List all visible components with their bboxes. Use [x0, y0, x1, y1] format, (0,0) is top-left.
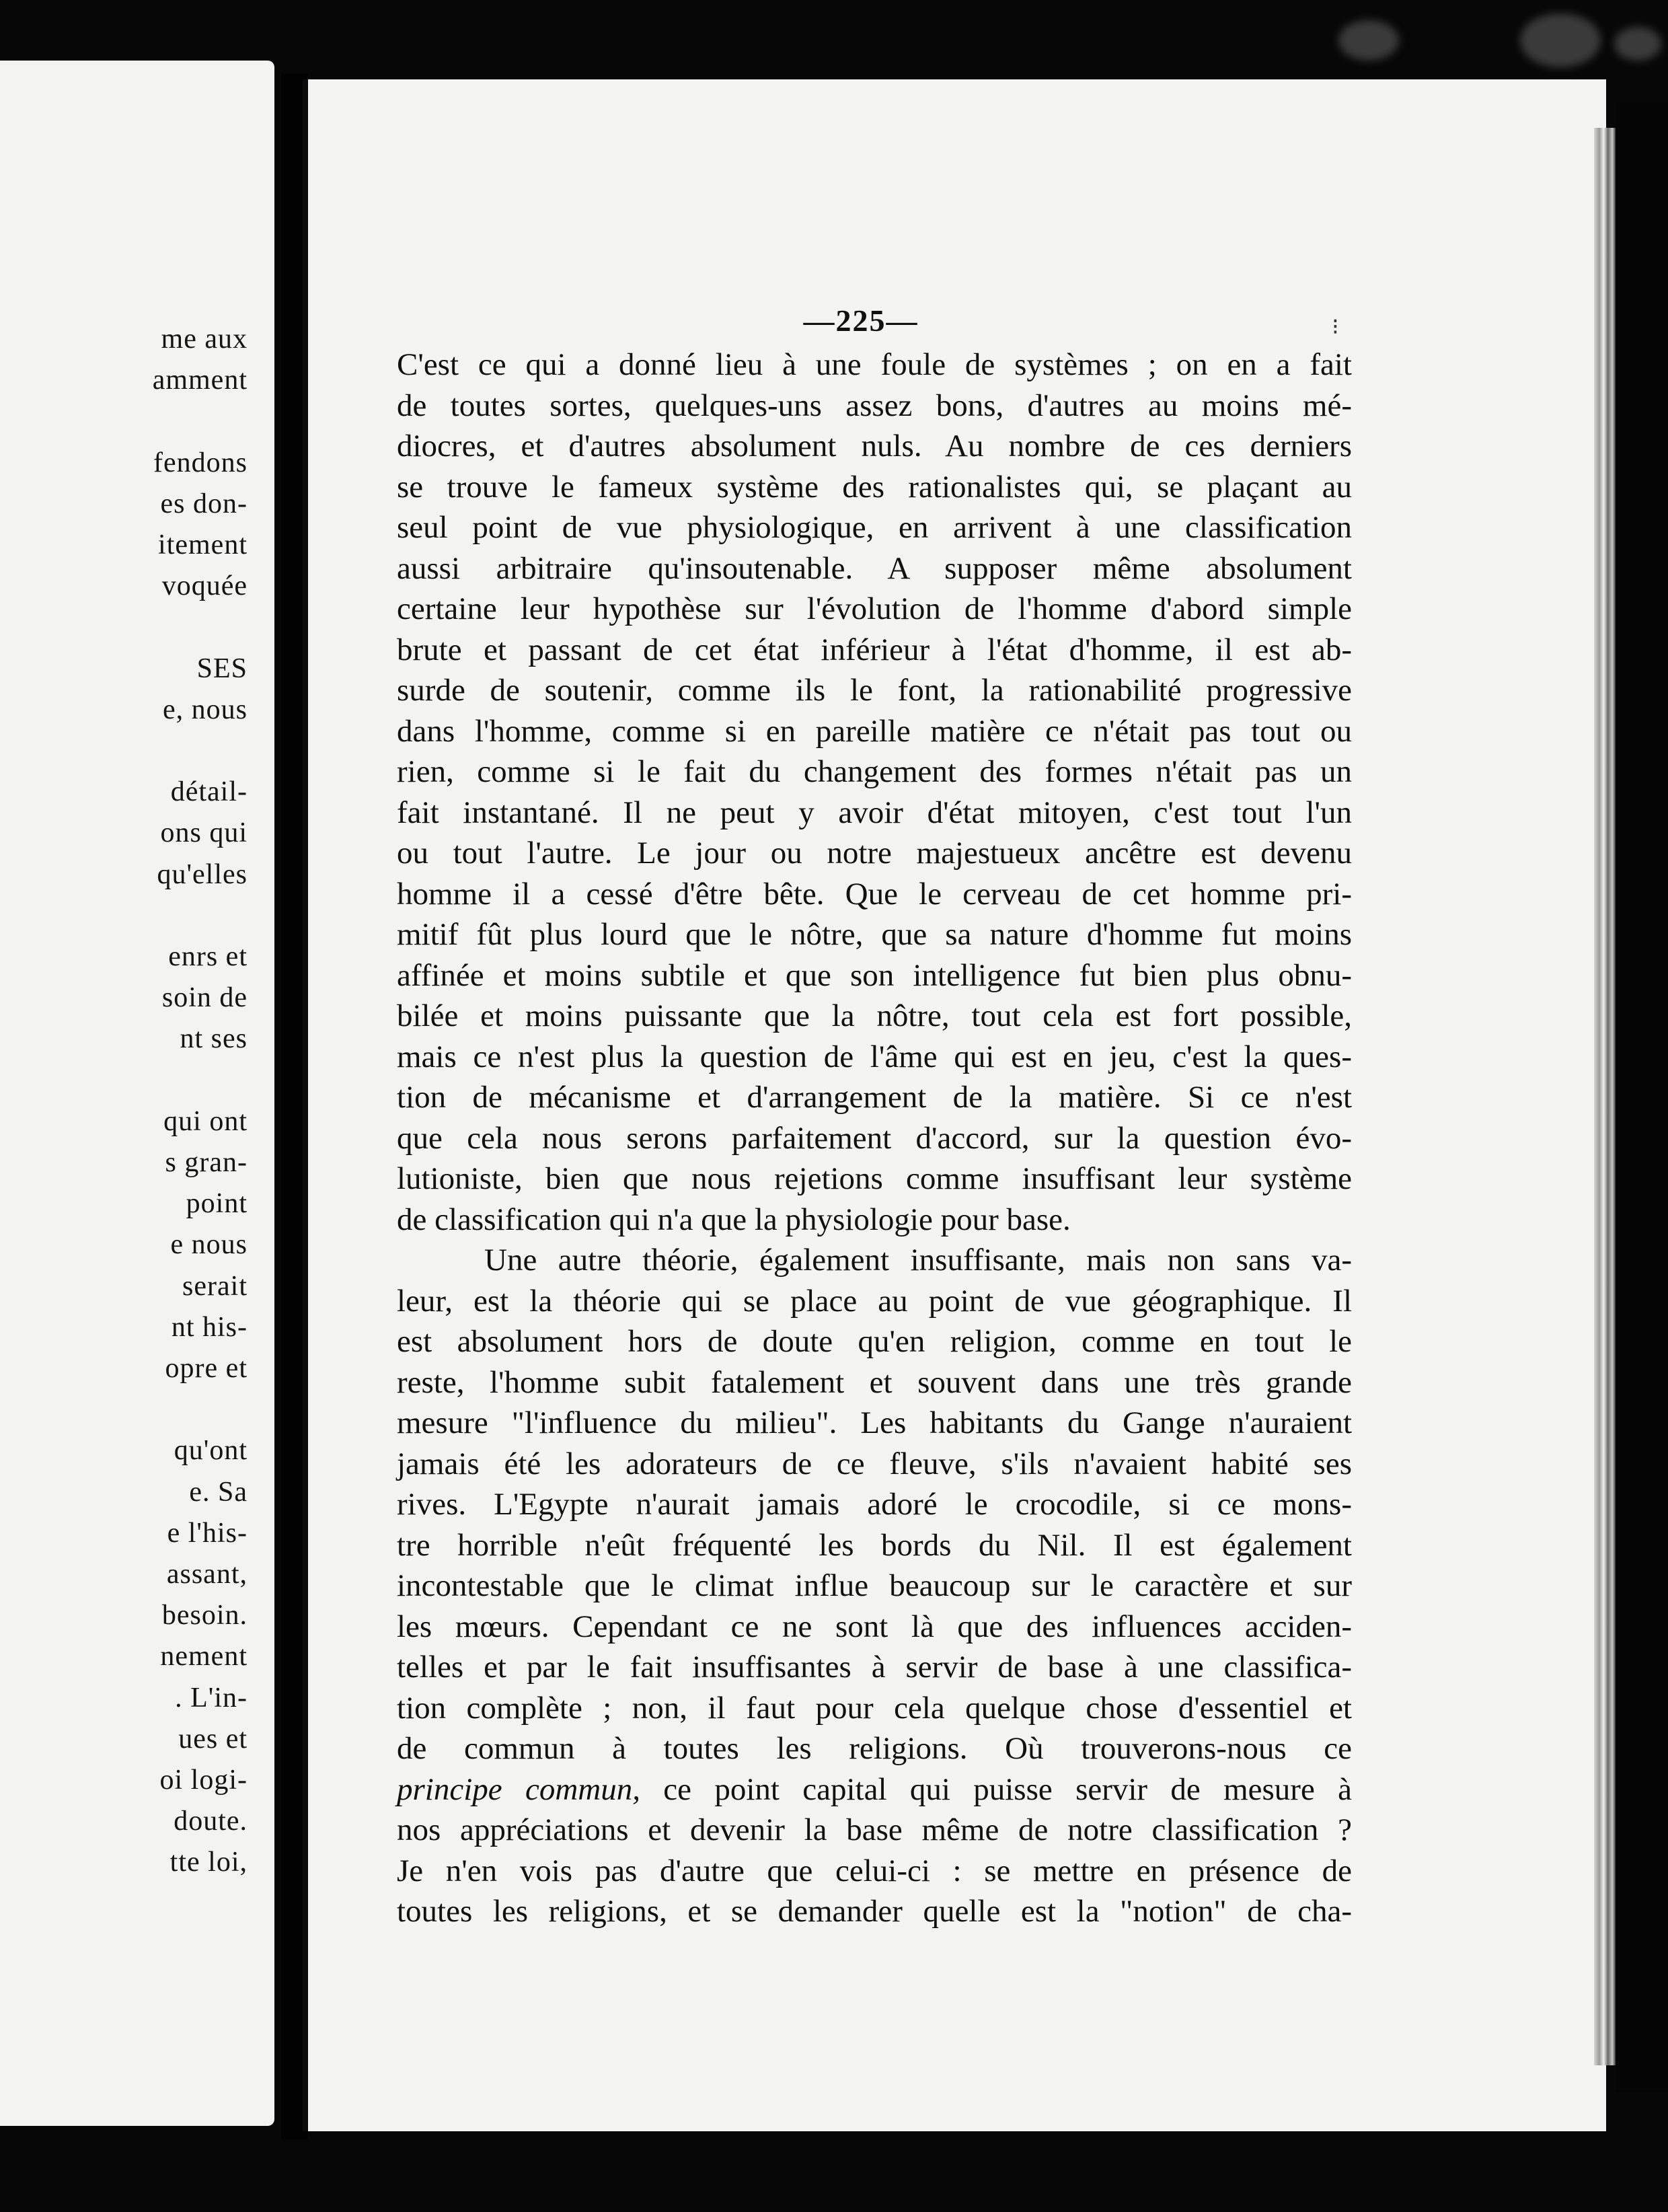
text-line: aussi arbitraire qu'insoutenable. A supposer même absolument [397, 550, 1352, 586]
previous-page [0, 61, 274, 2126]
text-line: les mœurs. Cependant ce ne sont là que des influences acciden- [397, 1609, 1352, 1644]
text-line: bilée et moins puissante que la nôtre, tout cela est fort possible, [397, 998, 1352, 1033]
text-line: de classification qui n'a que la physiologie pour base. [397, 1202, 1071, 1237]
text-line: que cela nous serons parfaitement d'accord, sur la question évo- [397, 1120, 1352, 1156]
text-line: nos appréciations et devenir la base même de notre classification ? [397, 1812, 1352, 1847]
left-page-line: SES [196, 653, 248, 684]
left-page-line: tte loi, [169, 1847, 248, 1878]
text-line: tre horrible n'eût fréquenté les bords du Nil. Il est également [397, 1527, 1352, 1563]
text-line: est absolument hors de doute qu'en religion, comme en tout le [397, 1324, 1352, 1359]
left-page-line: es don- [160, 488, 248, 519]
left-page-line: serait [182, 1270, 248, 1302]
italic-phrase: principe commun, [397, 1771, 640, 1807]
text-line: Je n'en vois pas d'autre que celui-ci : se mettre en présence de [397, 1853, 1352, 1888]
scan-speck [1338, 20, 1399, 61]
text-line-rest: ce point capital qui puisse servir de mesure à [640, 1771, 1353, 1807]
left-page-line: fendons [153, 447, 248, 478]
text-line: toutes les religions, et se demander quelle est la "notion" de cha- [397, 1894, 1352, 1929]
text-line: reste, l'homme subit fatalement et souvent dans une très grande [397, 1364, 1352, 1400]
left-page-line: e l'his- [167, 1517, 248, 1549]
text-line: mesure "l'influence du milieu". Les habitants du Gange n'auraient [397, 1405, 1352, 1440]
left-page-line: e. Sa [189, 1476, 248, 1508]
left-page-line: e nous [170, 1229, 248, 1261]
margin-mark: ⁝ [1332, 314, 1339, 340]
page-number: —225— [803, 303, 919, 338]
left-page-line: s gran- [165, 1147, 248, 1178]
left-page-line: ons qui [160, 817, 248, 849]
left-page-line: ues et [178, 1723, 248, 1755]
left-page-line: oi logi- [159, 1765, 248, 1796]
scan-speck [1614, 27, 1661, 61]
left-page-line: voquée [161, 570, 248, 602]
body-text [397, 344, 1352, 1932]
text-line: affinée et moins subtile et que son intelligence fut bien plus obnu- [397, 957, 1352, 993]
left-page-line: . L'in- [175, 1682, 248, 1713]
text-line: tion de mécanisme et d'arrangement de la matière. Si ce n'est [397, 1080, 1352, 1115]
left-page-line: soin de [161, 982, 248, 1014]
scan-speck [1520, 13, 1601, 67]
left-page-line: détail- [170, 776, 248, 808]
text-line: tion complète ; non, il faut pour cela quelque chose d'essentiel et [397, 1690, 1352, 1726]
left-page-line: qu'elles [157, 858, 248, 890]
text-line: rives. L'Egypte n'aurait jamais adoré le crocodile, si ce mons- [397, 1487, 1352, 1522]
text-line: fait instantané. Il ne peut y avoir d'état mitoyen, c'est tout l'un [397, 795, 1352, 830]
text-line: incontestable que le climat influe beaucoup sur le caractère et sur [397, 1568, 1352, 1603]
text-line: Une autre théorie, également insuffisante, mais non sans va- [484, 1243, 1352, 1278]
text-line: ou tout l'autre. Le jour ou notre majestueux ancêtre est devenu [397, 836, 1352, 871]
text-line: leur, est la théorie qui se place au point de vue géographique. Il [397, 1283, 1352, 1319]
page-edge-shadow [1616, 101, 1668, 2092]
text-line: de toutes sortes, quelques-uns assez bons, d'autres au moins mé- [397, 388, 1352, 423]
left-page-line: nement [160, 1641, 248, 1672]
page-edge [1594, 128, 1616, 2065]
text-line: surde de soutenir, comme ils le font, la rationabilité progressive [397, 673, 1352, 708]
left-page-line: assant, [166, 1559, 248, 1590]
text-line: rien, comme si le fait du changement des formes n'était pas un [397, 754, 1352, 789]
text-line: seul point de vue physiologique, en arrivent à une classification [397, 510, 1352, 545]
left-page-line: e, nous [163, 694, 248, 725]
text-line: mais ce n'est plus la question de l'âme qui est en jeu, c'est la ques- [397, 1039, 1352, 1074]
text-line: dans l'homme, comme si en pareille matière ce n'était pas tout ou [397, 713, 1352, 749]
left-page-line: doute. [174, 1806, 248, 1837]
left-page-line: amment [152, 365, 248, 396]
text-line: telles et par le fait insuffisantes à servir de base à une classifica- [397, 1650, 1352, 1685]
left-page-line: nt his- [171, 1311, 248, 1343]
text-line: C'est ce qui a donné lieu à une foule de systèmes ; on en a fait [397, 347, 1352, 382]
text-line: de commun à toutes les religions. Où trouverons-nous ce [397, 1731, 1352, 1766]
text-line: jamais été les adorateurs de ce fleuve, s'ils n'avaient habité ses [397, 1446, 1352, 1481]
left-page-line: qui ont [163, 1105, 248, 1137]
text-line: brute et passant de cet état inférieur à l'état d'homme, il est ab- [397, 632, 1352, 667]
text-line [397, 1769, 1352, 1810]
left-page-line: qu'ont [174, 1435, 248, 1467]
left-page-line: opre et [165, 1353, 248, 1384]
text-line: lutioniste, bien que nous rejetions comme insuffisant leur système [397, 1161, 1352, 1196]
left-page-line: me aux [161, 324, 248, 355]
left-page-line: itement [158, 529, 248, 560]
left-page-line: enrs et [168, 941, 248, 972]
text-line: diocres, et d'autres absolument nuls. Au nombre de ces derniers [397, 429, 1352, 464]
left-page-line: point [186, 1188, 248, 1220]
text-line: se trouve le fameux système des rationalistes qui, se plaçant au [397, 469, 1352, 505]
text-line: certaine leur hypothèse sur l'évolution de l'homme d'abord simple [397, 591, 1352, 626]
left-page-line: besoin. [161, 1600, 248, 1631]
text-line: mitif fût plus lourd que le nôtre, que sa nature d'homme fut moins [397, 917, 1352, 952]
text-line: homme il a cessé d'être bête. Que le cerveau de cet homme pri- [397, 876, 1352, 912]
left-page-line: nt ses [180, 1023, 248, 1055]
